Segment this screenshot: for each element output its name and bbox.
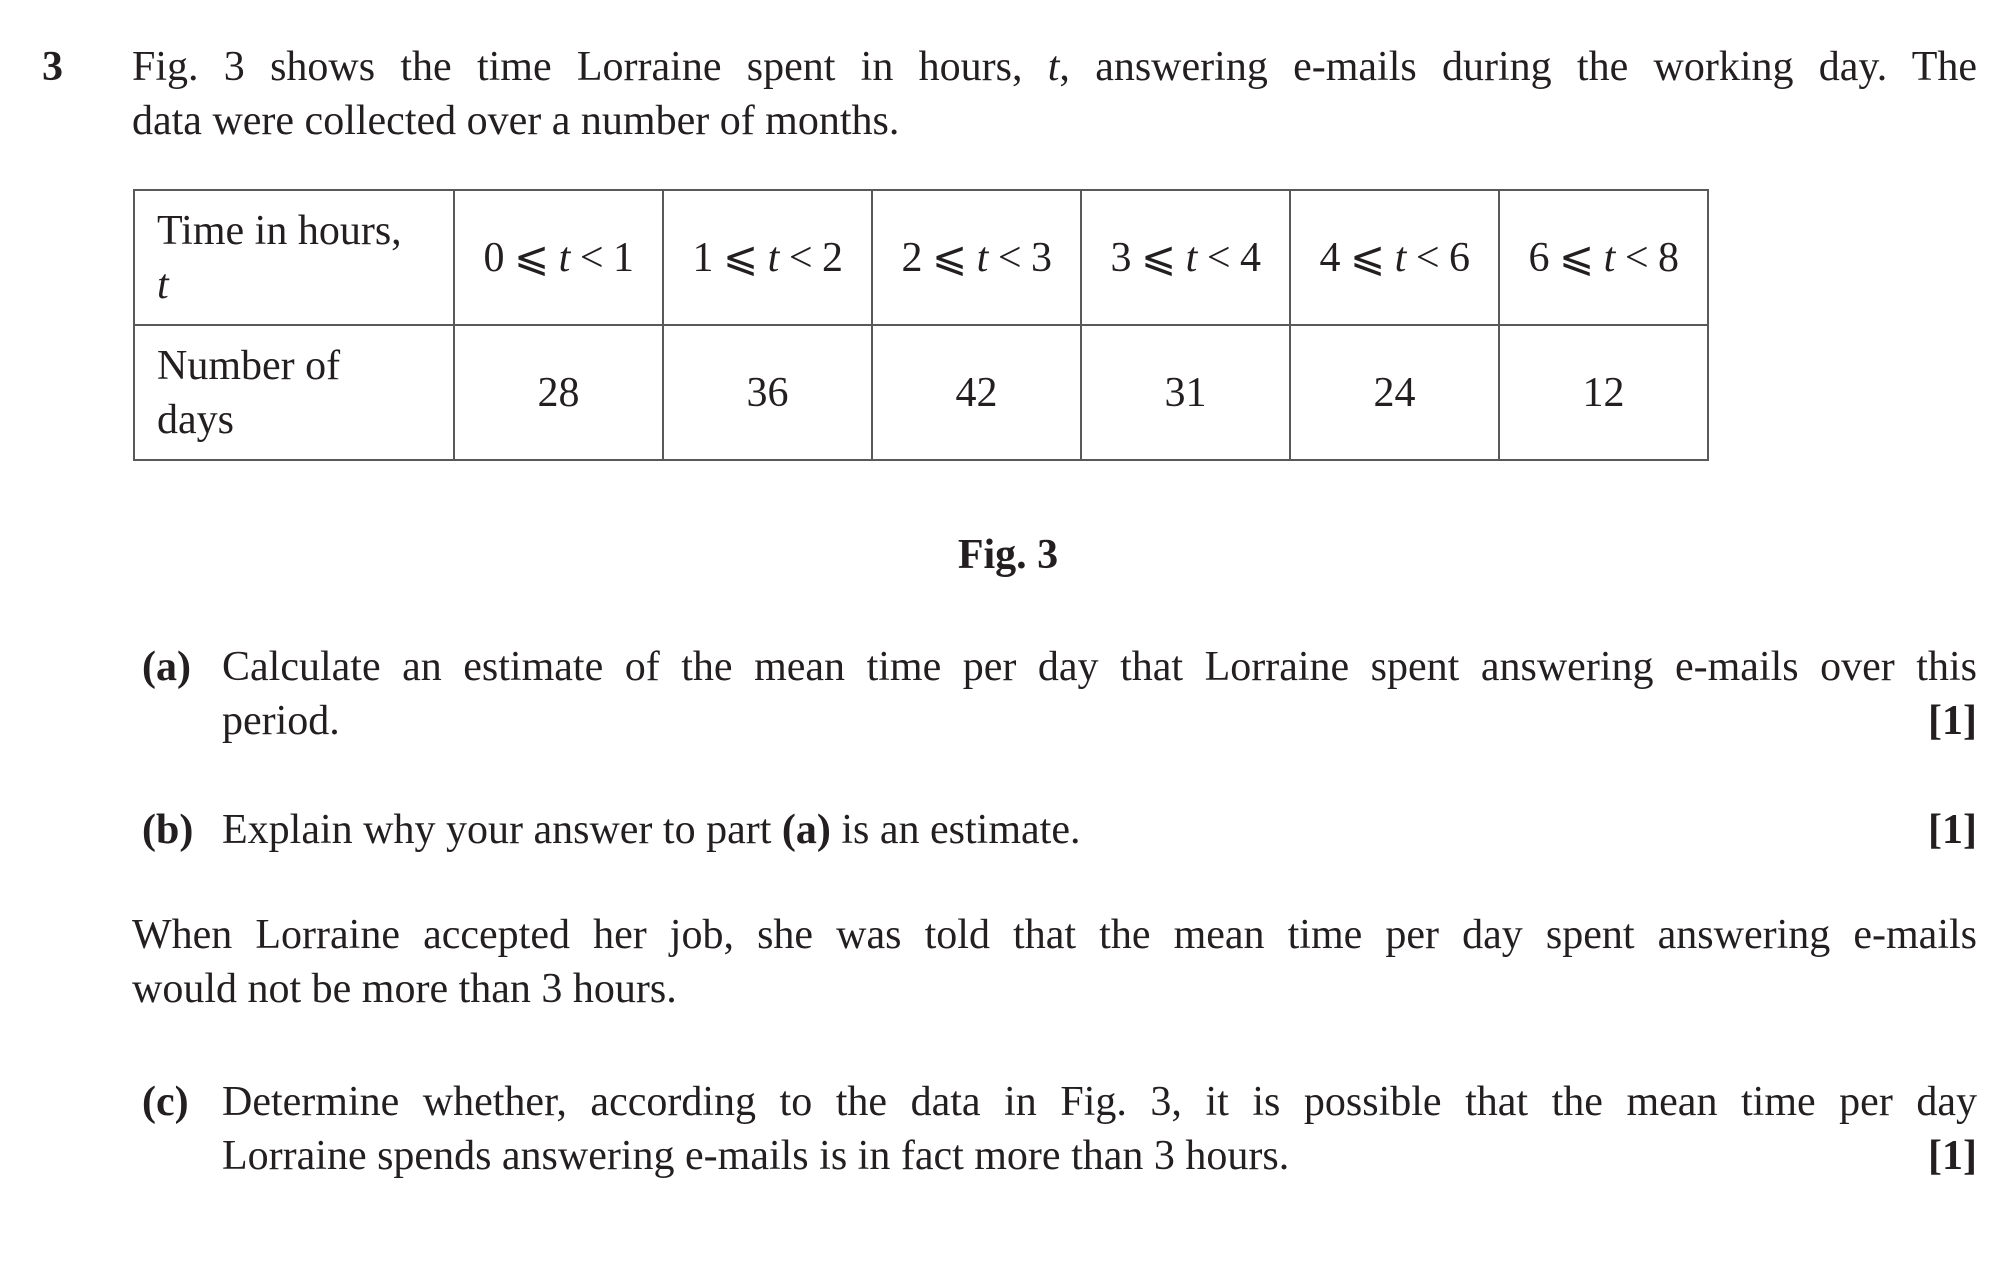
interval-cell	[872, 190, 1081, 325]
part-a-line-1: Calculate an estimate of the mean time per day that Lorraine spent answering e-mails over this	[222, 644, 1977, 690]
row-header-time: Time in hours, t	[134, 190, 454, 325]
figure-caption: Fig. 3	[957, 532, 1059, 578]
interval-high: 6	[1449, 234, 1470, 281]
interval-lt: <	[1196, 234, 1241, 281]
interval-cell	[1499, 190, 1708, 325]
paragraph-line-1: When Lorraine accepted her job, she was told that the mean time per day spent answering e-mails	[132, 912, 1977, 958]
interval-le: ⩽	[1339, 234, 1395, 281]
table-row	[134, 190, 1708, 325]
frequency-table	[133, 189, 1709, 461]
part-b: (b) Explain why your answer to part (a) is an estimate. [1]	[142, 803, 1977, 857]
intro-line-1: Fig. 3 shows the time Lorraine spent in hours, t, answering e-mails during the working day. The	[132, 44, 1978, 90]
interval-cell	[663, 190, 872, 325]
marks: [1]	[1928, 807, 1977, 853]
interval-cell	[454, 190, 663, 325]
interval-le: ⩽	[1130, 234, 1186, 281]
interval-le: ⩽	[712, 234, 768, 281]
interval-lt: <	[569, 234, 614, 281]
question-number: 3	[42, 44, 63, 90]
interval-low: 1	[692, 234, 713, 281]
table-row	[134, 325, 1708, 460]
interval-high: 3	[1031, 234, 1052, 281]
part-label: (a)	[142, 644, 191, 690]
count-cell: 36	[663, 325, 872, 460]
count-cell: 28	[454, 325, 663, 460]
interval-low: 6	[1528, 234, 1549, 281]
part-a	[142, 640, 1977, 748]
interval-le: ⩽	[921, 234, 977, 281]
interval-high: 1	[613, 234, 634, 281]
part-label: (b)	[142, 807, 194, 853]
interval-var: t	[1185, 234, 1197, 281]
interval-high: 4	[1240, 234, 1261, 281]
part-label: (c)	[142, 1079, 189, 1125]
context-paragraph	[132, 908, 1977, 1016]
marks: [1]	[1928, 1133, 1977, 1179]
part-c-line-2: Lorraine spends answering e-mails is in fact more than 3 hours.	[222, 1133, 1290, 1179]
interval-cell	[1081, 190, 1290, 325]
count-cell: 31	[1081, 325, 1290, 460]
interval-var: t	[1603, 234, 1615, 281]
interval-cell	[1290, 190, 1499, 325]
part-c-line-1: Determine whether, according to the data in Fig. 3, it is possible that the mean time per day	[222, 1079, 1977, 1125]
row-header-days: Number of days	[134, 325, 454, 460]
count-cell: 12	[1499, 325, 1708, 460]
interval-var: t	[976, 234, 988, 281]
interval-lt: <	[1405, 234, 1450, 281]
count-cell: 24	[1290, 325, 1499, 460]
paragraph-line-2: would not be more than 3 hours.	[132, 966, 677, 1012]
interval-var: t	[1394, 234, 1406, 281]
part-c	[142, 1075, 1977, 1183]
interval-le: ⩽	[1548, 234, 1604, 281]
part-a-line-2: period.	[222, 698, 340, 744]
interval-var: t	[558, 234, 570, 281]
interval-high: 8	[1658, 234, 1679, 281]
question-intro	[132, 40, 1977, 148]
interval-lt: <	[987, 234, 1032, 281]
interval-low: 4	[1319, 234, 1340, 281]
interval-low: 3	[1110, 234, 1131, 281]
marks: [1]	[1928, 698, 1977, 744]
interval-low: 0	[483, 234, 504, 281]
count-cell: 42	[872, 325, 1081, 460]
intro-line-2: data were collected over a number of months.	[132, 98, 900, 144]
interval-low: 2	[901, 234, 922, 281]
interval-lt: <	[778, 234, 823, 281]
interval-lt: <	[1614, 234, 1659, 281]
interval-high: 2	[822, 234, 843, 281]
interval-var: t	[767, 234, 779, 281]
interval-le: ⩽	[503, 234, 559, 281]
